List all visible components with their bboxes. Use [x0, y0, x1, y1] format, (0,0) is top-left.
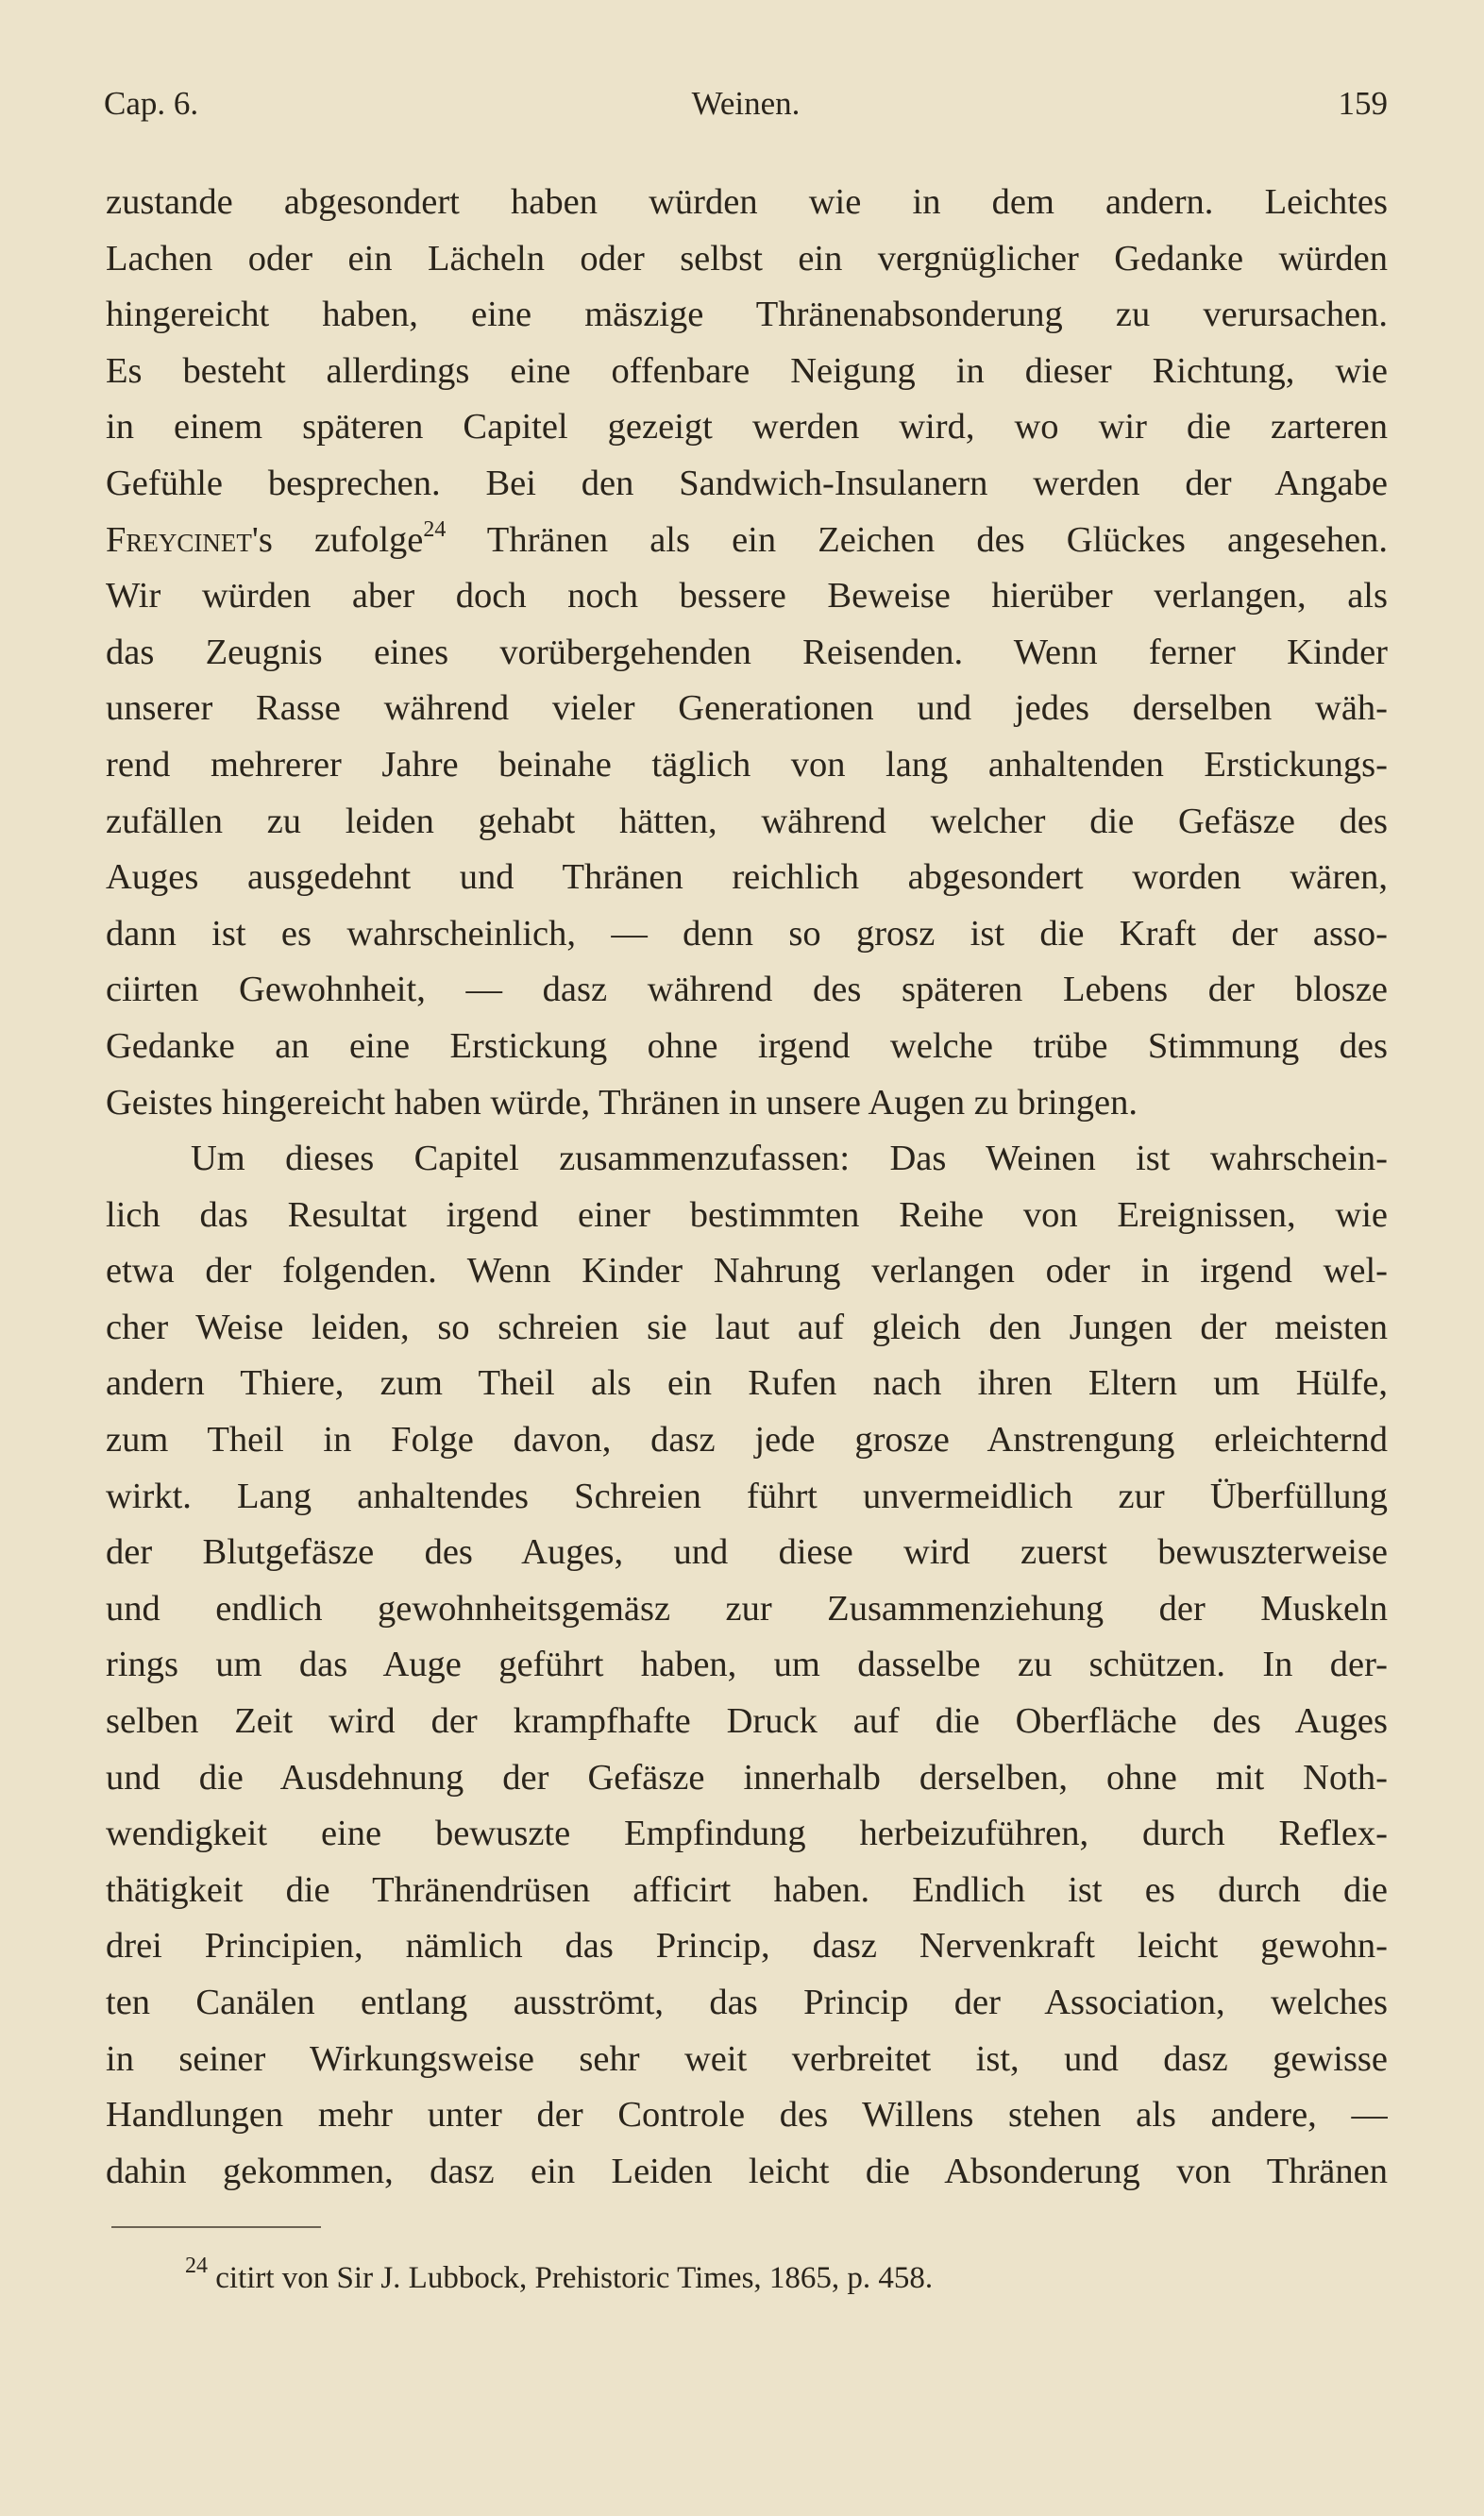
text-line: wirkt. Lang anhaltendes Schreien führt unvermeidlich zur Überfüllung	[106, 1476, 1388, 1516]
text-line: in einem späteren Capitel gezeigt werden wird, wo wir die zarteren	[106, 407, 1388, 447]
text-line: rend mehrerer Jahre beinahe täglich von lang anhaltenden Erstickungs-	[106, 744, 1388, 785]
footnote	[185, 2254, 934, 2296]
text-line: hingereicht haben, eine mäszige Thränenabsonderung zu verursachen.	[106, 295, 1388, 335]
text-line: in seiner Wirkungsweise sehr weit verbreitet ist, und dasz gewisse	[106, 2038, 1388, 2079]
text-line: Es besteht allerdings eine offenbare Neigung in dieser Richtung, wie	[106, 350, 1388, 391]
text-line: und endlich gewohnheitsgemäsz zur Zusammenziehung der Muskeln	[106, 1588, 1388, 1629]
text-fragment: Thränen als ein Zeichen des Glückes angesehen.	[446, 519, 1388, 560]
text-line: selben Zeit wird der krampfhafte Druck auf die Oberfläche des Auges	[106, 1701, 1388, 1742]
text-line: zum Theil in Folge davon, dasz jede grosze Anstrengung erleichternd	[106, 1420, 1388, 1461]
text-line: andern Thiere, zum Theil als ein Rufen nach ihren Eltern um Hülfe,	[106, 1363, 1388, 1404]
text-line: etwa der folgenden. Wenn Kinder Nahrung verlangen oder in irgend wel-	[106, 1251, 1388, 1292]
text-line: Auges ausgedehnt und Thränen reichlich abgesondert worden wären,	[106, 857, 1388, 898]
text-line: unserer Rasse während vieler Generationen und jedes derselben wäh-	[106, 688, 1388, 729]
body-text	[106, 175, 1388, 2200]
footnote-number: 24	[185, 2254, 208, 2278]
text-line: Gedanke an eine Erstickung ohne irgend welche trübe Stimmung des	[106, 1025, 1388, 1066]
text-line: Wir würden aber doch noch bessere Beweise hierüber verlangen, als	[106, 576, 1388, 616]
running-header	[104, 85, 1388, 132]
text-line: zustande abgesondert haben würden wie in dem andern. Leichtes	[106, 182, 1388, 222]
footnote-reference: 24	[423, 516, 447, 542]
page-number: 159	[1338, 85, 1388, 122]
text-line: cher Weise leiden, so schreien sie laut auf gleich den Jungen der meisten	[106, 1307, 1388, 1347]
text-fragment: 's zufolge	[251, 519, 424, 560]
text-line: und die Ausdehnung der Gefäsze innerhalb derselben, ohne mit Noth-	[106, 1757, 1388, 1798]
text-line: dahin gekommen, dasz ein Leiden leicht die Absonderung von Thränen	[106, 2151, 1388, 2191]
text-line: Lachen oder ein Lächeln oder selbst ein vergnüglicher Gedanke würden	[106, 238, 1388, 279]
footnote-text: citirt von Sir J. Lubbock, Prehistoric Times, 1865, p. 458.	[208, 2261, 934, 2295]
text-line: Handlungen mehr unter der Controle des Willens stehen als andere, —	[106, 2095, 1388, 2136]
paragraph-start-line: Um dieses Capitel zusammenzufassen: Das Weinen ist wahrschein-	[191, 1139, 1388, 1179]
text-line: Gefühle besprechen. Bei den Sandwich-Insulanern werden der Angabe	[106, 463, 1388, 503]
text-line: ciirten Gewohnheit, — dasz während des späteren Lebens der blosze	[106, 970, 1388, 1010]
text-line: thätigkeit die Thränendrüsen afficirt haben. Endlich ist es durch die	[106, 1869, 1388, 1910]
text-line: lich das Resultat irgend einer bestimmten Reihe von Ereignissen, wie	[106, 1194, 1388, 1235]
text-line: drei Principien, nämlich das Princip, dasz Nervenkraft leicht gewohn-	[106, 1926, 1388, 1967]
chapter-label: Cap. 6.	[104, 85, 199, 122]
running-title: Weinen.	[691, 85, 801, 122]
text-line: zufällen zu leiden gehabt hätten, während welcher die Gefäsze des	[106, 801, 1388, 841]
text-line: Geistes hingereicht haben würde, Thränen in unsere Augen zu bringen.	[106, 1082, 1138, 1123]
text-line: ten Canälen entlang ausströmt, das Princip der Association, welches	[106, 1983, 1388, 2022]
author-name-smallcaps: Freycinet	[106, 519, 252, 560]
text-line: dann ist es wahrscheinlich, — denn so grosz ist die Kraft der asso-	[106, 913, 1388, 954]
text-line: das Zeugnis eines vorübergehenden Reisenden. Wenn ferner Kinder	[106, 632, 1388, 672]
text-line: wendigkeit eine bewuszte Empfindung herbeizuführen, durch Reflex-	[106, 1814, 1388, 1854]
text-line-with-footnote-ref	[106, 513, 1388, 569]
footnote-divider	[111, 2226, 321, 2228]
text-line: rings um das Auge geführt haben, um dasselbe zu schützen. In der-	[106, 1645, 1388, 1685]
text-line: der Blutgefäsze des Auges, und diese wird zuerst bewuszterweise	[106, 1532, 1388, 1573]
